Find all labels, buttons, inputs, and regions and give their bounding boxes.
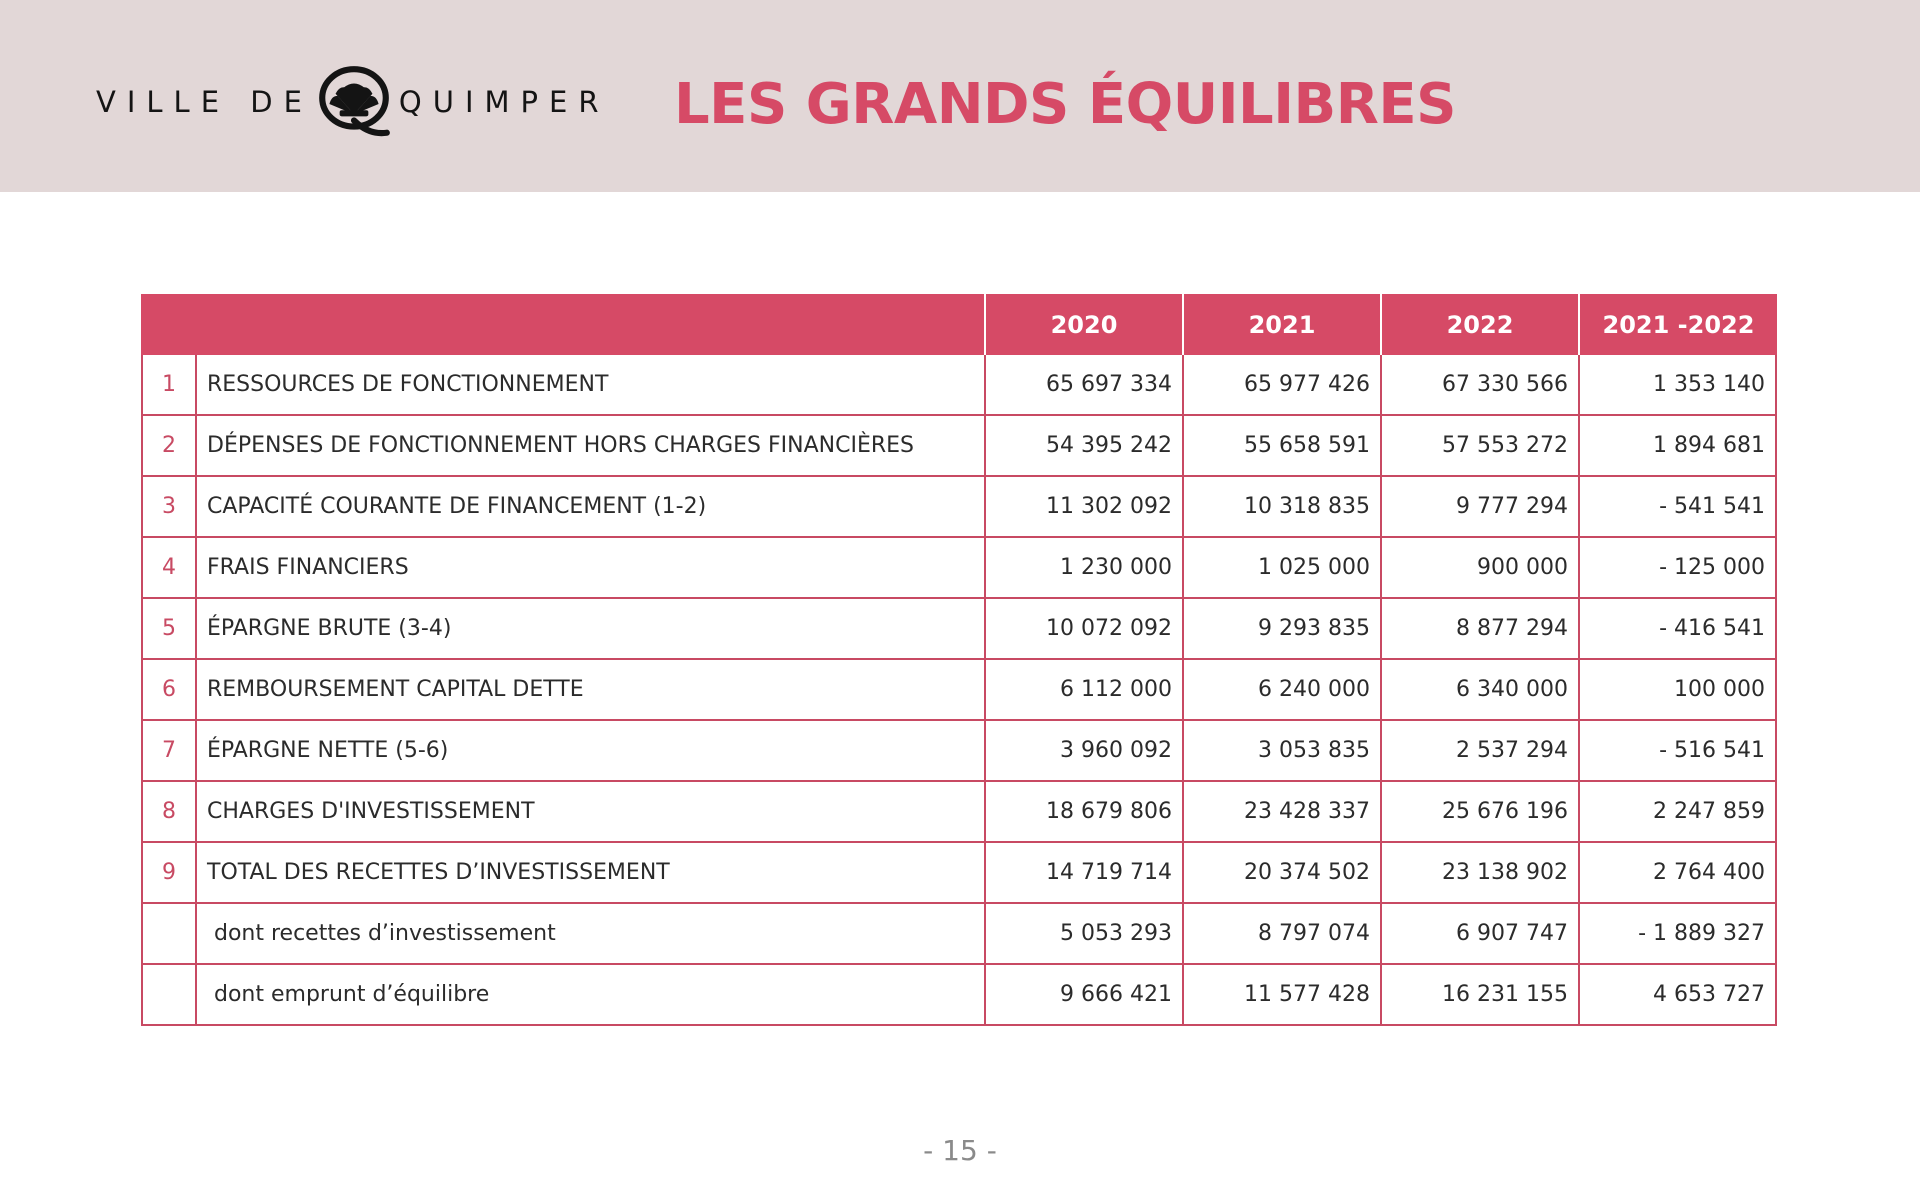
column-header-2021: 2021 — [1184, 294, 1382, 355]
column-header-2020: 2020 — [986, 294, 1184, 355]
page-title: LES GRANDS ÉQUILIBRES — [674, 72, 1456, 137]
value-2021: 20 374 502 — [1184, 843, 1382, 904]
table-row — [141, 843, 1777, 904]
value-2022: 2 537 294 — [1382, 721, 1580, 782]
table-row — [141, 965, 1777, 1026]
value-2021-2022: 4 653 727 — [1580, 965, 1777, 1026]
value-2020: 11 302 092 — [986, 477, 1184, 538]
row-label: RESSOURCES DE FONCTIONNEMENT — [197, 355, 986, 416]
value-2020: 5 053 293 — [986, 904, 1184, 965]
page-number: - 15 - — [923, 1134, 997, 1167]
value-2020: 6 112 000 — [986, 660, 1184, 721]
column-header-2021-2022: 2021 -2022 — [1580, 294, 1777, 355]
value-2022: 23 138 902 — [1382, 843, 1580, 904]
value-2021-2022: 1 353 140 — [1580, 355, 1777, 416]
row-number: 1 — [141, 355, 197, 416]
value-2020: 1 230 000 — [986, 538, 1184, 599]
row-number: 5 — [141, 599, 197, 660]
logo-text-ville-de: VILLE DE — [96, 85, 313, 119]
row-label: REMBOURSEMENT CAPITAL DETTE — [197, 660, 986, 721]
table-row — [141, 721, 1777, 782]
row-label: dont recettes d’investissement — [197, 904, 986, 965]
value-2020: 65 697 334 — [986, 355, 1184, 416]
value-2021: 23 428 337 — [1184, 782, 1382, 843]
row-number: 6 — [141, 660, 197, 721]
value-2021: 10 318 835 — [1184, 477, 1382, 538]
row-label: ÉPARGNE BRUTE (3-4) — [197, 599, 986, 660]
row-label: TOTAL DES RECETTES D’INVESTISSEMENT — [197, 843, 986, 904]
row-number — [141, 904, 197, 965]
table-row — [141, 477, 1777, 538]
row-label: CHARGES D'INVESTISSEMENT — [197, 782, 986, 843]
value-2022: 25 676 196 — [1382, 782, 1580, 843]
table-row — [141, 416, 1777, 477]
value-2022: 6 340 000 — [1382, 660, 1580, 721]
value-2021-2022: - 541 541 — [1580, 477, 1777, 538]
row-label: FRAIS FINANCIERS — [197, 538, 986, 599]
quimper-emblem-icon — [313, 61, 395, 143]
table-row — [141, 660, 1777, 721]
table-row — [141, 904, 1777, 965]
row-label: DÉPENSES DE FONCTIONNEMENT HORS CHARGES FINANCIÈRES — [197, 416, 986, 477]
value-2022: 57 553 272 — [1382, 416, 1580, 477]
value-2021: 65 977 426 — [1184, 355, 1382, 416]
value-2021: 9 293 835 — [1184, 599, 1382, 660]
value-2021: 3 053 835 — [1184, 721, 1382, 782]
row-number: 8 — [141, 782, 197, 843]
column-header-2022: 2022 — [1382, 294, 1580, 355]
value-2020: 18 679 806 — [986, 782, 1184, 843]
value-2021: 6 240 000 — [1184, 660, 1382, 721]
logo-text-quimper: QUIMPER — [398, 85, 610, 119]
row-label: ÉPARGNE NETTE (5-6) — [197, 721, 986, 782]
table-row — [141, 355, 1777, 416]
value-2021-2022: - 416 541 — [1580, 599, 1777, 660]
row-label: CAPACITÉ COURANTE DE FINANCEMENT (1-2) — [197, 477, 986, 538]
column-header-label — [141, 294, 986, 355]
row-number: 4 — [141, 538, 197, 599]
value-2021-2022: 1 894 681 — [1580, 416, 1777, 477]
row-number: 7 — [141, 721, 197, 782]
table-row — [141, 782, 1777, 843]
row-number: 2 — [141, 416, 197, 477]
value-2021: 1 025 000 — [1184, 538, 1382, 599]
value-2021-2022: 2 764 400 — [1580, 843, 1777, 904]
ville-de-quimper-logo — [96, 62, 610, 142]
value-2022: 8 877 294 — [1382, 599, 1580, 660]
value-2020: 9 666 421 — [986, 965, 1184, 1026]
row-number: 9 — [141, 843, 197, 904]
value-2021-2022: - 125 000 — [1580, 538, 1777, 599]
value-2021-2022: 2 247 859 — [1580, 782, 1777, 843]
value-2022: 6 907 747 — [1382, 904, 1580, 965]
balance-table — [141, 294, 1777, 1026]
table-row — [141, 599, 1777, 660]
value-2020: 14 719 714 — [986, 843, 1184, 904]
row-number — [141, 965, 197, 1026]
value-2021: 11 577 428 — [1184, 965, 1382, 1026]
value-2021-2022: - 1 889 327 — [1580, 904, 1777, 965]
value-2021-2022: 100 000 — [1580, 660, 1777, 721]
table-header-row — [141, 294, 1777, 355]
value-2022: 67 330 566 — [1382, 355, 1580, 416]
row-label: dont emprunt d’équilibre — [197, 965, 986, 1026]
value-2022: 16 231 155 — [1382, 965, 1580, 1026]
value-2020: 10 072 092 — [986, 599, 1184, 660]
value-2022: 9 777 294 — [1382, 477, 1580, 538]
value-2021-2022: - 516 541 — [1580, 721, 1777, 782]
row-number: 3 — [141, 477, 197, 538]
page-header — [0, 0, 1920, 192]
value-2020: 54 395 242 — [986, 416, 1184, 477]
table-row — [141, 538, 1777, 599]
value-2020: 3 960 092 — [986, 721, 1184, 782]
value-2022: 900 000 — [1382, 538, 1580, 599]
value-2021: 8 797 074 — [1184, 904, 1382, 965]
value-2021: 55 658 591 — [1184, 416, 1382, 477]
